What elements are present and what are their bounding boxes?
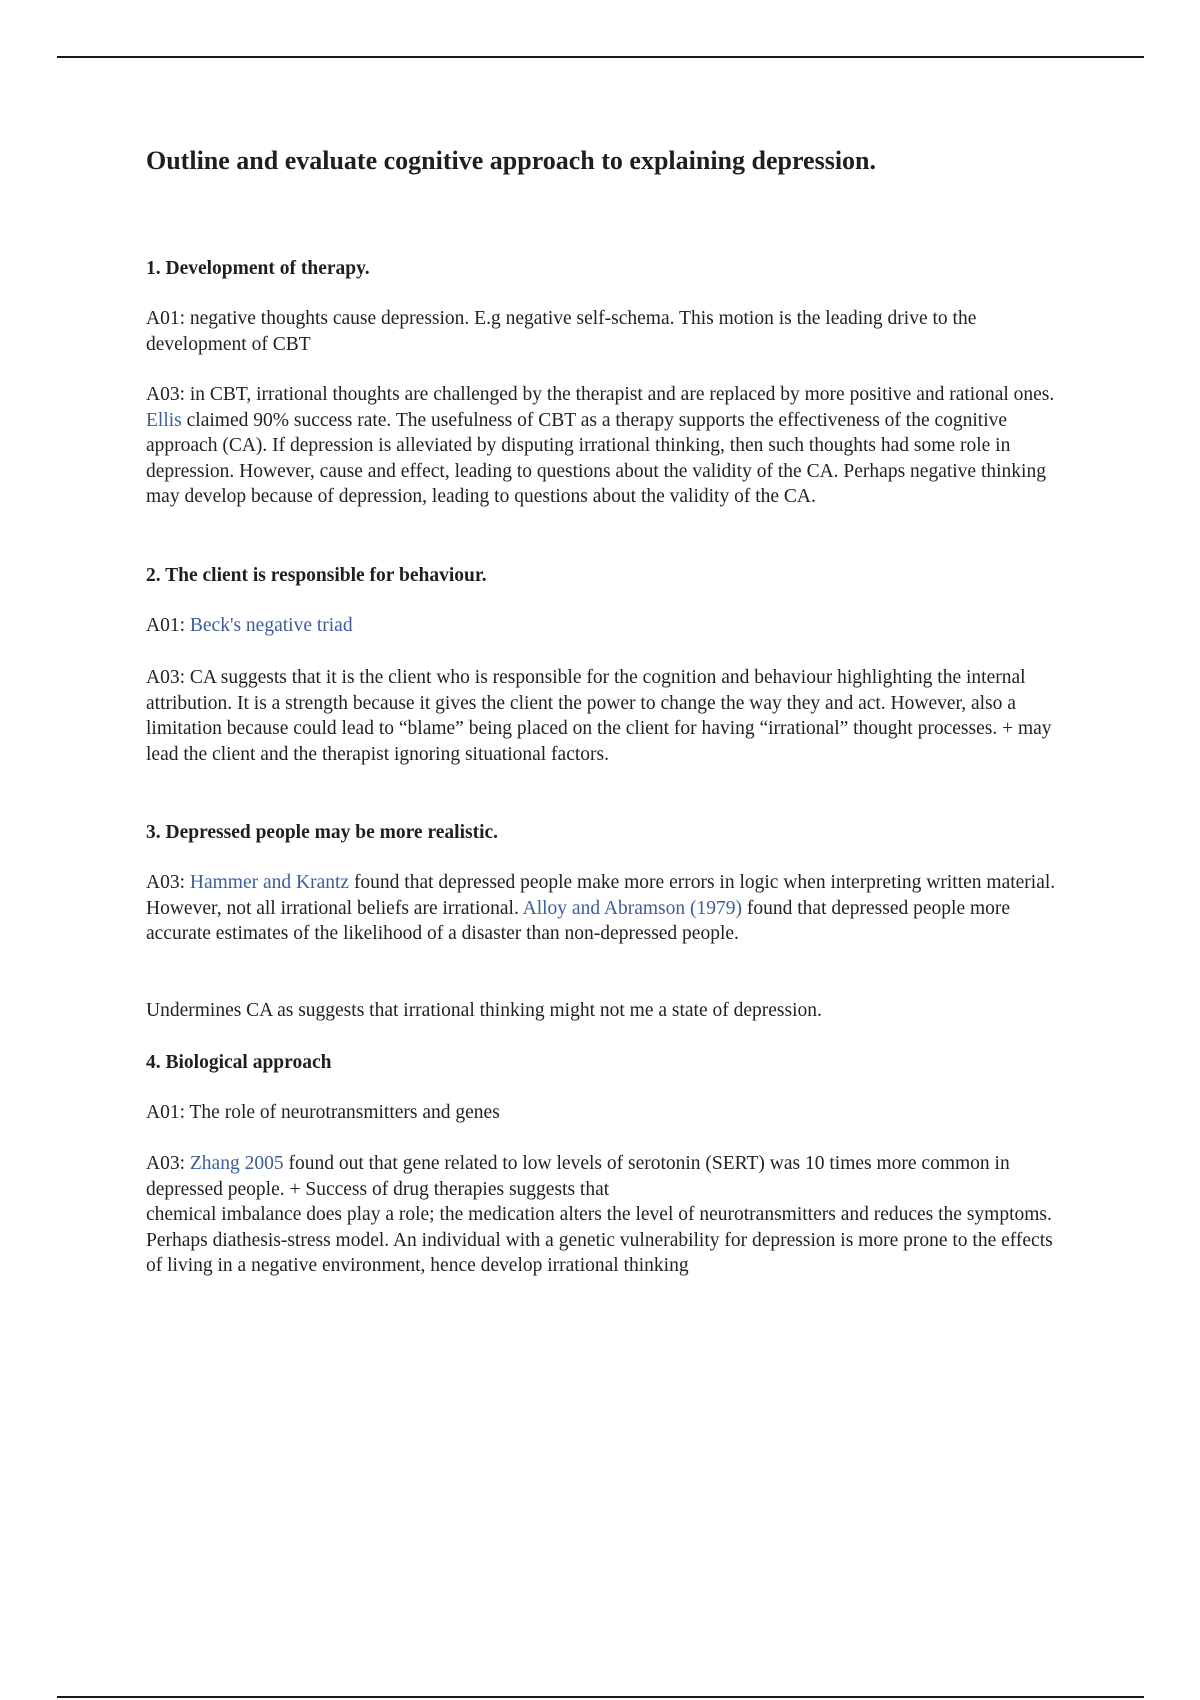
- section-1-ao3-rest: claimed 90% success rate. The usefulness of CBT as a therapy supports the effectiveness of the cognitive approach (CA). If depression is alleviated by disputing irrational thinking, then such thoughts had some role in depression. However, cause and effect, leading to questions about the validity of the CA. Perhaps negative thinking may develop because of depression, leading to questions about the validity of the CA.: [146, 409, 1046, 507]
- section-4-heading: 4. Biological approach: [146, 1052, 332, 1073]
- section-3-ao3-prefix: A03:: [146, 872, 185, 893]
- section-3-ao3-rest: found that depressed people make more errors in logic when interpreting written material.: [353, 872, 1056, 893]
- section-4-ao1: A01: The role of neurotransmitters and genes: [146, 1102, 500, 1123]
- document-title: Outline and evaluate cognitive approach to explaining depression.: [146, 146, 877, 175]
- becks-negative-triad-link[interactable]: Beck's negative triad: [189, 615, 353, 636]
- section-1-ao1: A01: negative thoughts cause depression. E.g negative self-schema. This motion is the leading drive to the development of CBT: [146, 308, 977, 355]
- section-1-ao3: [146, 382, 1066, 510]
- section-3-ao3-line2-prefix: However, not all irrational beliefs are irrational.: [146, 897, 519, 919]
- section-1-heading: 1. Development of therapy.: [146, 258, 370, 279]
- section-4-ao3-prefix: A03:: [146, 1153, 185, 1174]
- section-4-ao3-line2: chemical imbalance does play a role; the medication alters the level of neurotransmitters and reduces the symptoms.: [146, 1204, 1052, 1225]
- hammer-and-krantz-link[interactable]: Hammer and Krantz: [189, 872, 350, 893]
- section-3-ao3-line2-rest: found that depressed people more accurate estimates of the likelihood of a disaster than non-depressed people.: [146, 897, 1011, 944]
- section-2-ao3: A03: CA suggests that it is the client who is responsible for the cognition and behaviour highlighting the internal attribution. It is a strength because it gives the client the power to change the way they and act. However, also a limitation because could lead to “blame” being placed on the client for having “irrational” thought processes. + may lead the client and the therapist ignoring situational factors.: [146, 667, 1052, 765]
- zhang-2005-link[interactable]: Zhang 2005: [189, 1153, 284, 1174]
- section-2-heading: 2. The client is responsible for behaviour.: [146, 565, 487, 586]
- section-3-heading: 3. Depressed people may be more realistic.: [146, 822, 499, 843]
- bottom-rule: [57, 1696, 1144, 1698]
- section-2-ao1-prefix: A01:: [146, 615, 185, 636]
- section-4-ao3-line3: Perhaps diathesis-stress model. An individual with a genetic vulnerability for depression is more prone to the effects of living in a negative environment, hence develop irrational thinking: [146, 1229, 1053, 1276]
- alloy-and-abramson-link[interactable]: Alloy and Abramson (1979): [522, 897, 742, 919]
- section-3-ao3: [146, 870, 1066, 947]
- top-rule: [57, 56, 1144, 58]
- section-3-conclusion: Undermines CA as suggests that irrational thinking might not me a state of depression.: [146, 1000, 822, 1021]
- section-2-ao1: [146, 613, 1066, 639]
- section-4-ao3: [146, 1151, 1066, 1279]
- section-1-ao3-prefix: A03: in CBT, irrational thoughts are challenged by the therapist and are replaced by more positive and rational ones.: [146, 384, 1055, 405]
- section-4-ao3-rest: found out that gene related to low levels of serotonin (SERT) was 10 times more common in depressed people. + Success of drug therapies suggests that: [146, 1153, 1010, 1200]
- ellis-link[interactable]: Ellis: [146, 409, 182, 431]
